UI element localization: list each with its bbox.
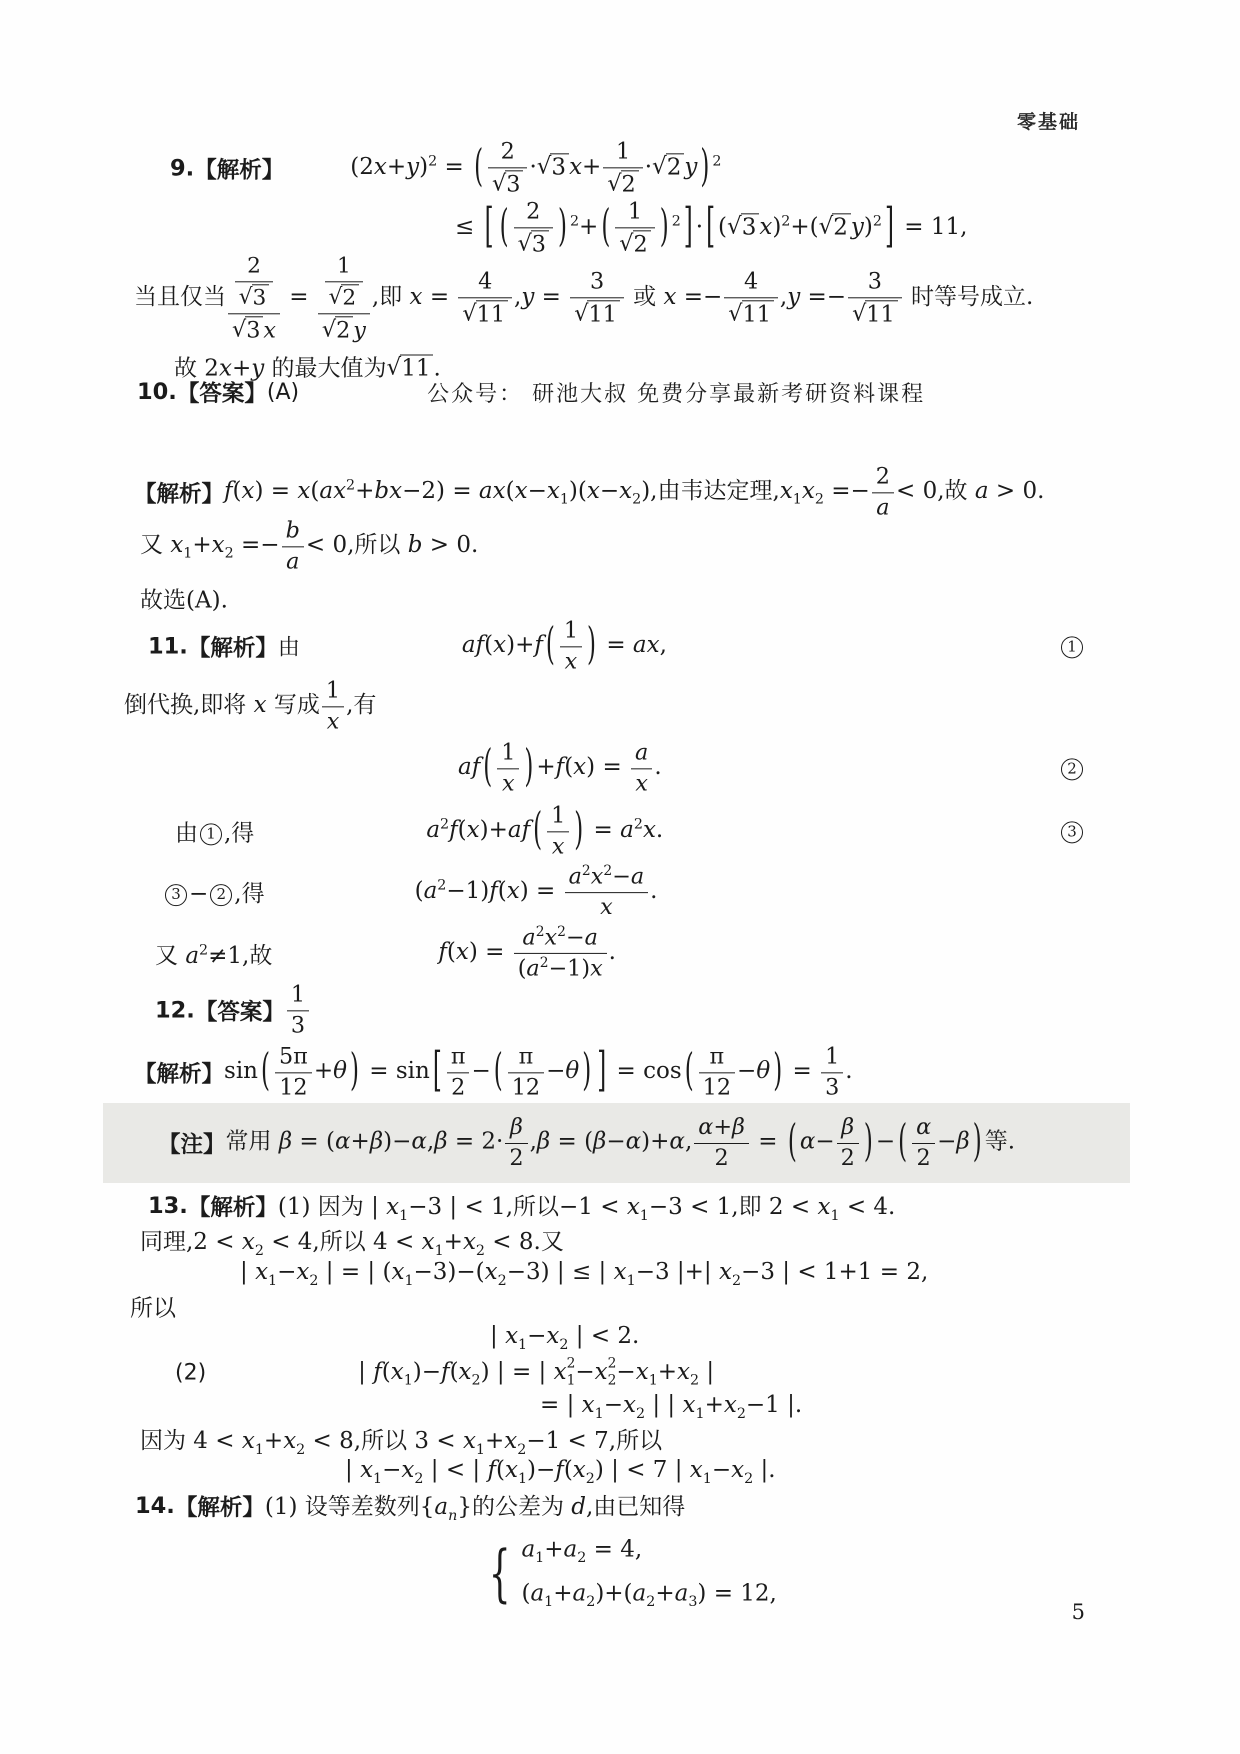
- p10-answer-line: [104, 376, 1130, 408]
- p10-number: 10.: [137, 379, 177, 405]
- system-eq-1: $a_1+a_2 = 4$,: [521, 1536, 643, 1566]
- p13-line4: [104, 1290, 1130, 1323]
- p10-solution-2: 又 $x_1+x_2$ =− $\frac{b}{a}$ < 0,所以 b > 0.: [140, 517, 479, 574]
- p10-line3: [104, 582, 1130, 615]
- p9-number: 9.: [170, 155, 195, 181]
- p13-line7: [104, 1392, 1130, 1422]
- p13-inequality-chain: | $x_1-x_2$ | = | $(x_1-3)-(x_2-3)$ | ≤ | $x_1-3$ |+| $x_2-3$ | < 1+1 = 2,: [240, 1259, 929, 1289]
- p11-line1: [104, 617, 1130, 674]
- p13-result-2: | $x_1-x_2$ | < | $f(x_1)-f(x_2)$ | < 7 | $x_1-x_2$ |.: [345, 1457, 776, 1487]
- p9-line3: [104, 252, 1130, 343]
- p13-number: 13.: [148, 1193, 188, 1219]
- p12-number: 12.: [155, 997, 195, 1023]
- p13-line1: [104, 1188, 1130, 1224]
- p11-equation-2: af ( $\frac{1}{x}$ ) +f(x) = $\frac{a}{x}$ .: [458, 739, 662, 796]
- p9-condition-text: 当且仅当 $\frac{\frac{2}{√3}}{√3 x}$ = $\frac{\frac{1}{√2}}{√2 y}$ ,即 x = $\frac{4}{√11}$ ,y = $\frac{3}{√11}$ 或 x =− $\frac{4}{√11}$ ,y =− $\frac{3}{√11}$ 时等号成立.: [134, 253, 1034, 344]
- p11-line3: [104, 739, 1130, 796]
- p11-line4: [104, 802, 1130, 859]
- p11-equation-1: af(x)+f ( $\frac{1}{x}$ ) = ax,: [461, 617, 667, 674]
- p10-tag-jiexi: 【解析】: [134, 481, 225, 507]
- p11-number: 11.: [148, 633, 188, 659]
- p11-tag-jiexi: 【解析】: [187, 635, 278, 661]
- p11-equation-3: $a^2f(x)+af$ ( $\frac{1}{x}$ ) = $a^2x$.: [426, 802, 664, 859]
- p12-answer-fraction: $\frac{1}{3}$: [285, 981, 311, 1038]
- p13-part2-label: (2): [175, 1360, 207, 1386]
- p10-tag-daan: 【答案】: [176, 381, 267, 407]
- p11-lead-3: 由 1 ,得: [175, 820, 255, 847]
- p9-line1: [104, 138, 1130, 197]
- system-brace: {: [488, 1536, 511, 1609]
- note-text: 常用 β = (α+β)−α,β = 2· $\frac{\beta}{2}$ ,β = (β−α)+α, $\frac{\alpha+\beta}{2}$ = ( α− $\frac{\beta}{2}$ ) − ( $\frac{\alpha}{2}$ −β ) 等.: [225, 1114, 1016, 1171]
- p13-result-1: | $x_1-x_2$ | < 2.: [490, 1323, 640, 1353]
- p13-line3: [104, 1259, 1130, 1289]
- p13-line2: [104, 1223, 1130, 1259]
- p9-equation-2: ≤ [ ( $\frac{2}{√3}$ ) $^2$+ ( $\frac{1}{√2}$ ) $^2$ ] · [ (√3 x)$^2$+(√2 y)$^2$ ] = 11,: [455, 198, 968, 257]
- p13-line5: [104, 1323, 1130, 1353]
- watermark-text: 公众号： 研池大叔 免费分享最新考研资料课程: [427, 381, 926, 407]
- p11-line2: [104, 677, 1130, 734]
- p13-factored-eq: = | $x_1-x_2$ | | $x_1+x_2-1$ |.: [540, 1392, 803, 1422]
- p12-tag-daan: 【答案】: [194, 999, 285, 1025]
- p13-because: 因为 $4 < x_1+x_2 < 8$,所以 $3 < x_1+x_2-1 < 7$,所以: [140, 1428, 663, 1458]
- p11-lead: 由: [277, 635, 300, 661]
- p12-answer-line: [104, 981, 1130, 1038]
- p11-lead-5: 又 $a^2\ne 1$,故: [155, 941, 273, 969]
- p13-line9: [104, 1457, 1130, 1487]
- p11-line5: [104, 863, 1130, 921]
- p13-suoyi: 所以: [130, 1295, 176, 1322]
- p13-line6: [104, 1355, 1130, 1389]
- p14-tag-jiexi: 【解析】: [174, 1495, 265, 1521]
- equation-system: [480, 1536, 777, 1609]
- p10-solution-1: $f(x) = x(ax^2+bx-2) = ax(x-x_1)(x-x_2)$,由韦达定理$,x_1x_2$ =− $\frac{2}{a}$ < 0,故 a > 0.: [224, 463, 1045, 520]
- p14-setup: (1) 设等差数列$\{a_n\}$的公差为 d,由已知得: [264, 1494, 686, 1524]
- p14-line1: [104, 1488, 1130, 1524]
- page-number: 5: [1071, 1600, 1085, 1624]
- page-header-tab: 零基础: [1016, 111, 1080, 133]
- system-eq-2: $(a_1+a_2)+(a_2+a_3) = 12$,: [521, 1580, 777, 1610]
- p13-similarly: 同理$,2 < x_2 < 4$,所以 $4 < x_1+x_2 < 8$.又: [140, 1229, 564, 1259]
- p13-line8: [104, 1422, 1130, 1458]
- p10-conclusion: 故选(A).: [140, 587, 228, 614]
- p9-equation-1: $(2x+y)^2$ = ( $\frac{2}{√3}$ ·√3 x+ $\frac{1}{√2}$ ·√2 y ) $^2$: [350, 138, 722, 197]
- p12-solution: sin ( $\frac{5\pi}{12}$ +θ ) = sin [ $\frac{\pi}{2}$ − ( $\frac{\pi}{12}$ −θ ) ] = cos ( $\frac{\pi}{12}$ −θ ) = $\frac{1}{3}$ .: [224, 1043, 853, 1100]
- p14-system: [104, 1536, 1130, 1609]
- p11-eq1-circled-number: 1: [1059, 633, 1085, 659]
- p11-substitution-text: 倒代换,即将 x 写成 $\frac{1}{x}$ ,有: [124, 677, 377, 734]
- system-lines: [521, 1536, 776, 1609]
- note-tag: 【注】: [158, 1132, 226, 1158]
- p10-line2: [104, 517, 1130, 574]
- p9-line2: [104, 198, 1130, 257]
- p13-difference-eq: | $f(x_1)-f(x_2)$ | = | x 2 1 −x 2 2 $-x_1+x_2$ |: [358, 1355, 715, 1389]
- p13-tag-jiexi: 【解析】: [187, 1195, 278, 1221]
- p11-equation-4: $(a^2-1)f(x)$ = $\frac{a^2x^2-a}{x}$ .: [414, 863, 658, 921]
- p12-line1: [104, 1043, 1130, 1100]
- p11-lead-4: 3 − 2 ,得: [163, 876, 265, 909]
- note-strip: [103, 1103, 1130, 1183]
- p11-eq2-circled-number: 2: [1059, 755, 1085, 781]
- p13-part1: (1) 因为 | $x_1-3$ | < 1,所以$-1 < x_1-3 < 1$,即 $2 < x_1 < 4$.: [277, 1194, 896, 1224]
- p10-line1: [104, 463, 1130, 520]
- p14-number: 14.: [135, 1493, 175, 1519]
- p11-eq3-circled-number: 3: [1059, 818, 1085, 844]
- p11-line6: [104, 924, 1130, 982]
- p12-tag-jiexi: 【解析】: [134, 1061, 225, 1087]
- p9-max-text: 故 2x+y 的最大值为√11 .: [174, 354, 441, 382]
- p10-answer: (A): [266, 379, 300, 405]
- p11-equation-5: f(x) = $\frac{a^2x^2-a}{(a^2-1)x}$ .: [438, 923, 616, 982]
- p9-tag-jiexi: 【解析】: [194, 157, 285, 183]
